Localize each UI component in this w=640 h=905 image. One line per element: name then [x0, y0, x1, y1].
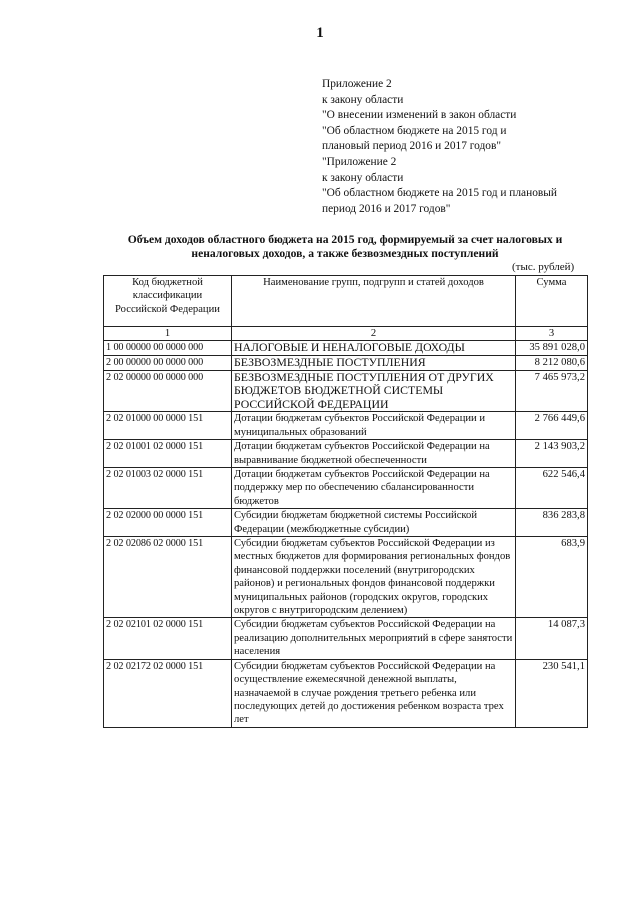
row-name: Субсидии бюджетам субъектов Российской Федерации на осуществление ежемесячной денежной выплаты, назначаемой в случае рождения третьего ребенка или последующих детей до достижения ребенком возраста трех лет [232, 659, 516, 727]
table-row [104, 440, 588, 468]
row-sum: 8 212 080,6 [516, 356, 588, 371]
row-name: Дотации бюджетам субъектов Российской Федерации на выравнивание бюджетной обеспеченности [232, 440, 516, 468]
row-name: БЕЗВОЗМЕЗДНЫЕ ПОСТУПЛЕНИЯ [232, 356, 516, 371]
column-number: 1 [104, 327, 232, 341]
row-sum: 2 766 449,6 [516, 412, 588, 440]
appendix-line: плановый период 2016 и 2017 годов" [322, 140, 502, 153]
column-number-row [104, 327, 588, 341]
row-name: НАЛОГОВЫЕ И НЕНАЛОГОВЫЕ ДОХОДЫ [232, 341, 516, 356]
table-row [104, 537, 588, 618]
appendix-note [322, 77, 622, 217]
appendix-line: к закону области [322, 93, 404, 106]
row-code: 2 02 02000 00 0000 151 [104, 509, 232, 537]
table-row [104, 509, 588, 537]
row-name: Субсидии бюджетам субъектов Российской Федерации на реализацию дополнительных мероприятий в сфере занятости населения [232, 618, 516, 659]
table-row [104, 618, 588, 659]
table-row [104, 341, 588, 356]
row-sum: 7 465 973,2 [516, 370, 588, 412]
column-number: 3 [516, 327, 588, 341]
row-name: Дотации бюджетам субъектов Российской Федерации на поддержку мер по обеспечению сбалансированности бюджетов [232, 468, 516, 509]
table-row [104, 412, 588, 440]
row-code: 2 02 01001 02 0000 151 [104, 440, 232, 468]
appendix-line: период 2016 и 2017 годов" [322, 202, 451, 215]
row-name: Субсидии бюджетам субъектов Российской Федерации из местных бюджетов для формирования региональных фондов финансовой поддержки поселений (внутригородских районов) и региональных фондов финансовой поддержки муниципальных районов (городских округов, городских округов с внутригородским делением) [232, 537, 516, 618]
row-code: 2 02 00000 00 0000 000 [104, 370, 232, 412]
title-line: Объем доходов областного бюджета на 2015 год, формируемый за счет налоговых и [127, 233, 563, 246]
row-code: 2 02 02086 02 0000 151 [104, 537, 232, 618]
title-line: неналоговых доходов, а также безвозмездных поступлений [191, 247, 499, 260]
document-title [100, 233, 590, 261]
appendix-line: "Об областном бюджете на 2015 год и плановый [322, 187, 558, 200]
header-name: Наименование групп, подгрупп и статей доходов [232, 276, 516, 327]
table-row [104, 370, 588, 412]
row-sum: 622 546,4 [516, 468, 588, 509]
appendix-line: "Об областном бюджете на 2015 год и [322, 124, 507, 137]
row-sum: 230 541,1 [516, 659, 588, 727]
row-name: Дотации бюджетам субъектов Российской Федерации и муниципальных образований [232, 412, 516, 440]
column-number: 2 [232, 327, 516, 341]
appendix-line: к закону области [322, 171, 404, 184]
row-sum: 35 891 028,0 [516, 341, 588, 356]
row-sum: 2 143 903,2 [516, 440, 588, 468]
appendix-line: "Приложение 2 [322, 155, 397, 168]
row-code: 1 00 00000 00 0000 000 [104, 341, 232, 356]
units-label: (тыс. рублей) [512, 261, 575, 273]
row-code: 2 02 01000 00 0000 151 [104, 412, 232, 440]
row-code: 2 02 01003 02 0000 151 [104, 468, 232, 509]
row-sum: 683,9 [516, 537, 588, 618]
row-name: БЕЗВОЗМЕЗДНЫЕ ПОСТУПЛЕНИЯ ОТ ДРУГИХ БЮДЖЕТОВ БЮДЖЕТНОЙ СИСТЕМЫ РОССИЙСКОЙ ФЕДЕРАЦИИ [232, 370, 516, 412]
table-header-row [104, 276, 588, 327]
header-code: Код бюджетной классификации Российской Федерации [104, 276, 232, 327]
revenue-table [103, 275, 588, 728]
row-name: Субсидии бюджетам бюджетной системы Российской Федерации (межбюджетные субсидии) [232, 509, 516, 537]
table-row [104, 356, 588, 371]
table-row [104, 468, 588, 509]
row-sum: 836 283,8 [516, 509, 588, 537]
row-sum: 14 087,3 [516, 618, 588, 659]
page-number: 1 [316, 25, 324, 41]
row-code: 2 02 02101 02 0000 151 [104, 618, 232, 659]
row-code: 2 02 02172 02 0000 151 [104, 659, 232, 727]
row-code: 2 00 00000 00 0000 000 [104, 356, 232, 371]
table-row [104, 659, 588, 727]
appendix-line: "О внесении изменений в закон области [322, 109, 517, 122]
appendix-line: Приложение 2 [322, 78, 392, 90]
header-sum: Сумма [516, 276, 588, 327]
